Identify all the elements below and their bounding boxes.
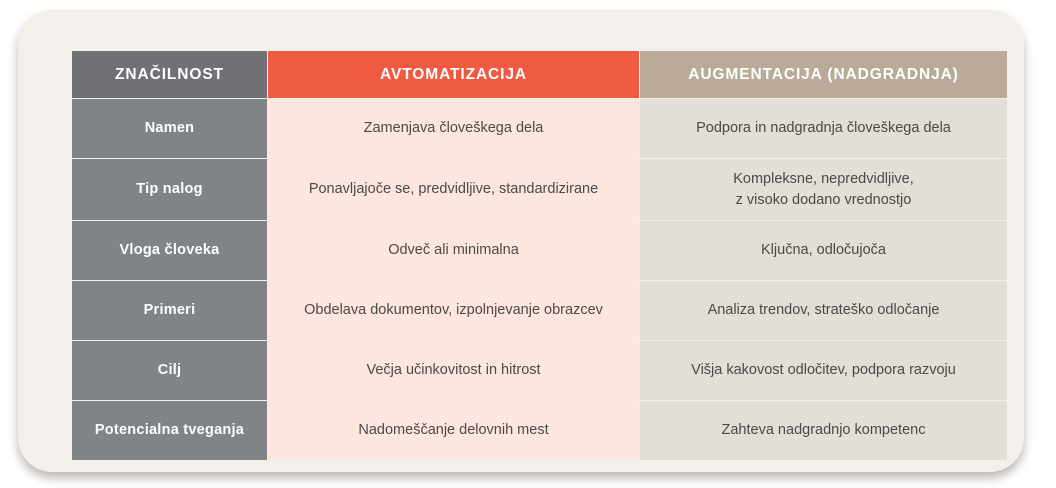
- table-row: [72, 99, 1008, 159]
- table-row: [72, 341, 1008, 401]
- cell-automation-vloga-cloveka: Odveč ali minimalna: [268, 221, 640, 281]
- row-label-cilj: Cilj: [72, 341, 268, 401]
- cell-automation-potencialna-tveganja: Nadomeščanje delovnih mest: [268, 401, 640, 461]
- table-row: [72, 281, 1008, 341]
- content-card: [18, 10, 1024, 472]
- cell-augmentation-potencialna-tveganja: Zahteva nadgradnjo kompetenc: [640, 401, 1008, 461]
- cell-augmentation-namen: Podpora in nadgradnja človeškega dela: [640, 99, 1008, 159]
- row-label-vloga-cloveka: Vloga človeka: [72, 221, 268, 281]
- cell-augmentation-cilj: Višja kakovost odločitev, podpora razvoju: [640, 341, 1008, 401]
- row-label-potencialna-tveganja: Potencialna tveganja: [72, 401, 268, 461]
- table-header: [72, 51, 1008, 99]
- cell-automation-primeri: Obdelava dokumentov, izpolnjevanje obrazcev: [268, 281, 640, 341]
- cell-automation-namen: Zamenjava človeškega dela: [268, 99, 640, 159]
- cell-automation-tip-nalog: Ponavljajoče se, predvidljive, standardizirane: [268, 159, 640, 221]
- column-header-feature: ZNAČILNOST: [72, 51, 268, 99]
- table-row: [72, 401, 1008, 461]
- table-row: [72, 221, 1008, 281]
- cell-automation-cilj: Večja učinkovitost in hitrost: [268, 341, 640, 401]
- cell-line-1: Kompleksne, nepredvidljive,: [733, 171, 914, 187]
- column-header-augmentation: AUGMENTACIJA (NADGRADNJA): [640, 51, 1008, 99]
- comparison-table-container: [71, 50, 1007, 456]
- table-header-row: [72, 51, 1008, 99]
- cell-augmentation-tip-nalog: [640, 159, 1008, 221]
- table-row: [72, 159, 1008, 221]
- table-body: [72, 99, 1008, 461]
- row-label-primeri: Primeri: [72, 281, 268, 341]
- cell-augmentation-primeri: Analiza trendov, strateško odločanje: [640, 281, 1008, 341]
- cell-augmentation-vloga-cloveka: Ključna, odločujoča: [640, 221, 1008, 281]
- comparison-table: [71, 50, 1008, 461]
- cell-line-2: z visoko dodano vrednostjo: [735, 191, 912, 208]
- row-label-tip-nalog: Tip nalog: [72, 159, 268, 221]
- row-label-namen: Namen: [72, 99, 268, 159]
- column-header-automation: AVTOMATIZACIJA: [268, 51, 640, 99]
